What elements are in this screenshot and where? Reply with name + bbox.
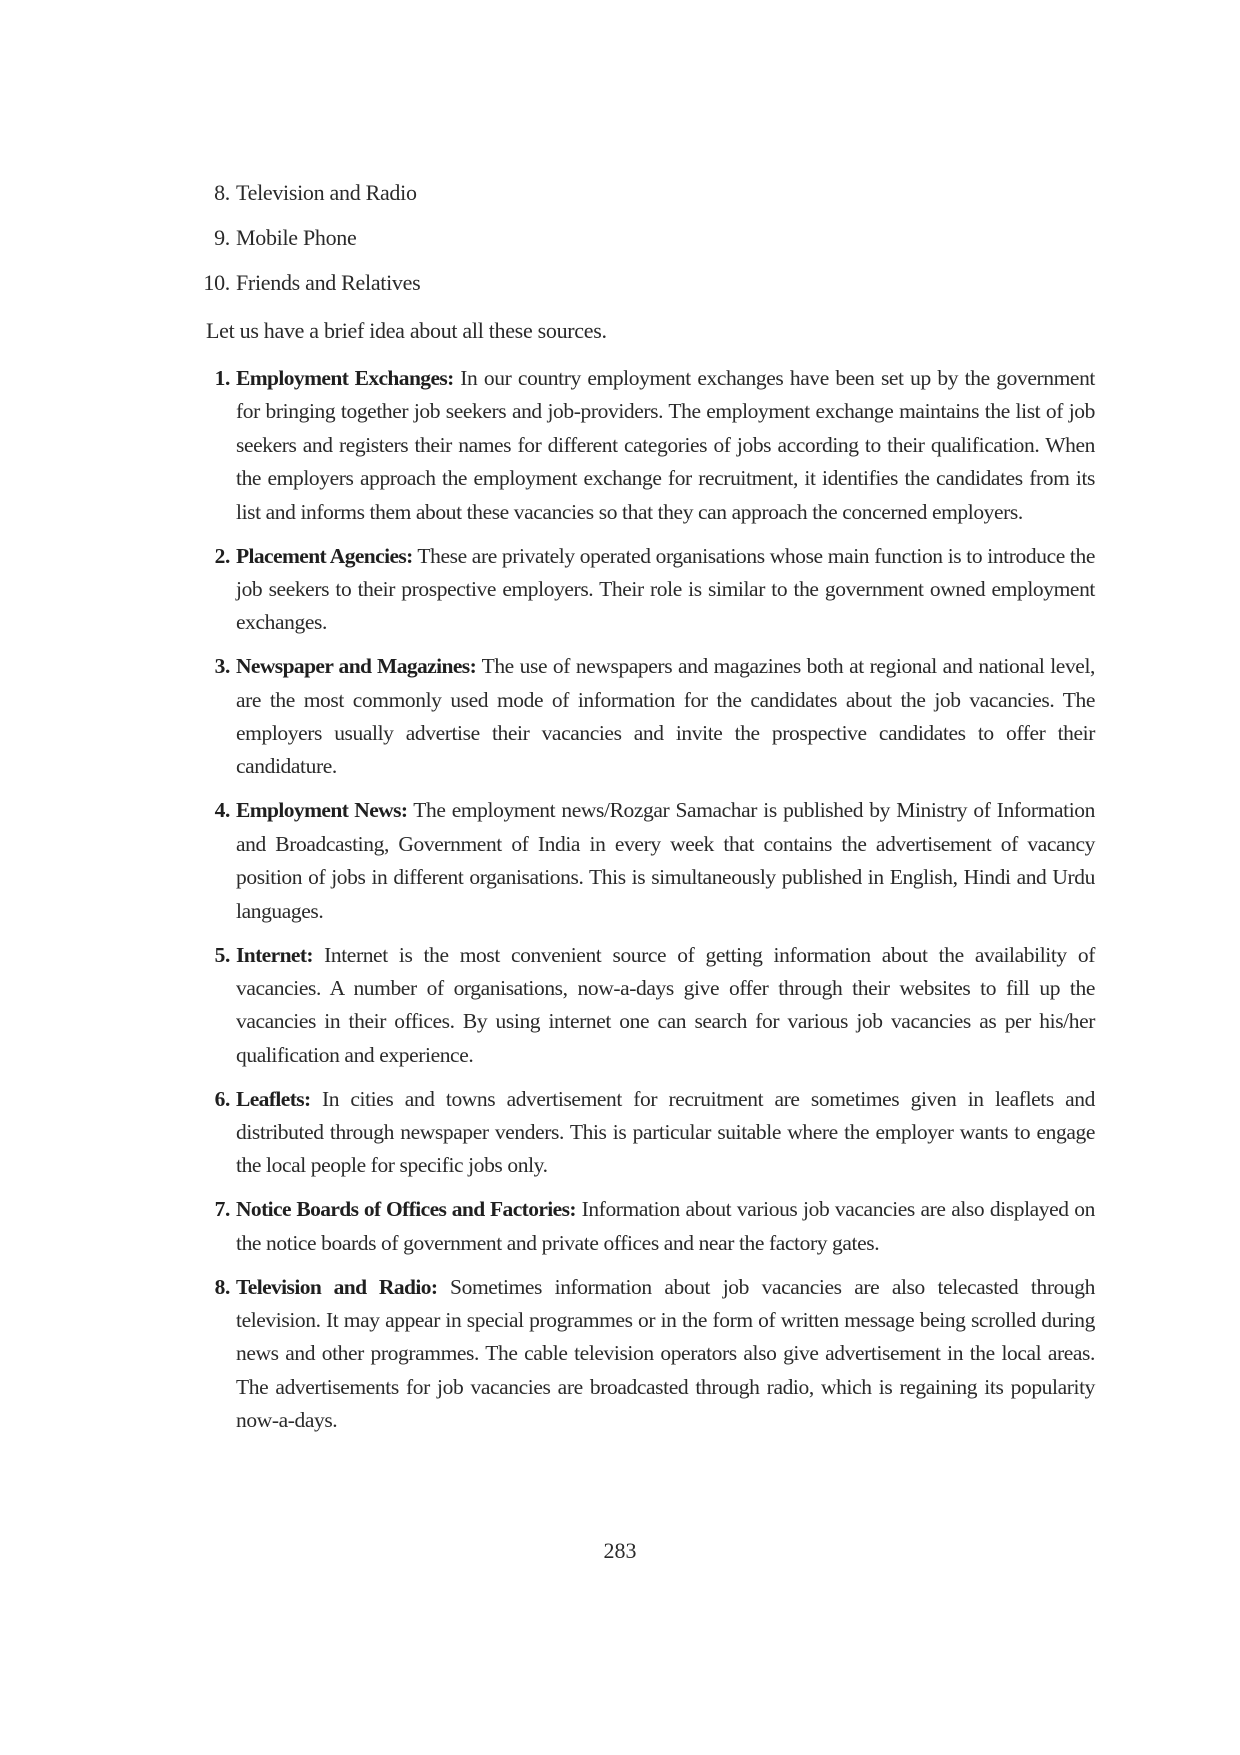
source-item-newspaper-magazines [190,650,1095,784]
source-item-internet [190,939,1095,1073]
list-item [190,270,1090,296]
source-item-leaflets [190,1083,1095,1183]
source-list-continued [190,180,1090,315]
source-description: The use of newspapers and magazines both at regional and national level, are the most commonly used mode of information for the candidates about the job vacancies. The employers usually advertise their vacancies and invite the prospective candidates to offer their candidature. [236,654,1095,779]
list-item-number: 8. [214,180,230,205]
source-number: 2. [214,543,230,568]
source-term: Internet: [236,942,313,967]
source-item-employment-news [190,794,1095,928]
source-term: Placement Agencies: [236,543,413,568]
source-description: These are privately operated organisations whose main function is to introduce the job seekers to their prospective employers. Their role is similar to the government owned employment exchanges. [236,543,1095,635]
intro-sentence: Let us have a brief idea about all these sources. [206,318,607,343]
list-item-text: Mobile Phone [236,225,357,250]
source-description: Information about various job vacancies are also displayed on the notice boards of government and private offices and near the factory gates. [236,1197,1095,1255]
source-term: Television and Radio: [236,1274,438,1299]
source-description: The employment news/Rozgar Samachar is published by Ministry of Information and Broadcasting, Government of India in every week that contains the advertisement of vacancy position of jobs in different organisations. This is simultaneously published in English, Hindi and Urdu languages. [236,798,1095,923]
list-item-text: Friends and Relatives [236,270,421,295]
source-description: Sometimes information about job vacancies are also telecasted through television. It may appear in special programmes or in the form of written message being scrolled during news and other programmes. The cable television operators also give advertisement in the local areas. The advertisements for job vacancies are broadcasted through radio, which is regaining its popularity now-a-days. [236,1274,1095,1433]
source-number: 1. [214,366,230,390]
source-item-notice-boards [190,1193,1095,1260]
list-item [190,225,1090,251]
source-item-placement-agencies [190,540,1095,640]
source-number: 8. [214,1274,230,1299]
source-term: Leaflets: [236,1086,311,1111]
source-term: Notice Boards of Offices and Factories: [236,1197,576,1222]
source-number: 4. [214,798,230,823]
source-item-television-radio [190,1271,1095,1438]
source-description: Internet is the most convenient source of getting information about the availability of vacancies. A number of organisations, now-a-days give offer through their websites to fill up the vacancies in their offices. By using internet one can search for various job vacancies as per his/her qualification and experience. [236,942,1095,1067]
page-number: 283 [603,1538,637,1563]
source-term: Employment Exchanges: [236,366,454,390]
list-item-number: 9. [214,225,230,250]
list-item-text: Television and Radio [236,180,417,205]
source-description: In our country employment exchanges have been set up by the government for bringing together job seekers and job-providers. The employment exchange maintains the list of job seekers and registers their names for different categories of jobs according to their qualification. When the employers approach the employment exchange for recruitment, it identifies the candidates from its list and informs them about these vacancies so that they can approach the concerned employers. [236,366,1095,524]
source-number: 7. [214,1197,230,1222]
source-description: In cities and towns advertisement for recruitment are sometimes given in leaflets and distributed through newspaper venders. This is particular suitable where the employer wants to engage the local people for specific jobs only. [236,1086,1095,1178]
source-term: Employment News: [236,798,408,823]
list-item [190,180,1090,206]
source-item-employment-exchanges [190,362,1095,529]
list-item-number: 10. [203,270,230,295]
source-number: 3. [214,654,230,679]
sources-description-list [190,362,1095,1448]
source-number: 5. [214,942,230,967]
source-number: 6. [214,1086,230,1111]
source-term: Newspaper and Magazines: [236,654,477,679]
